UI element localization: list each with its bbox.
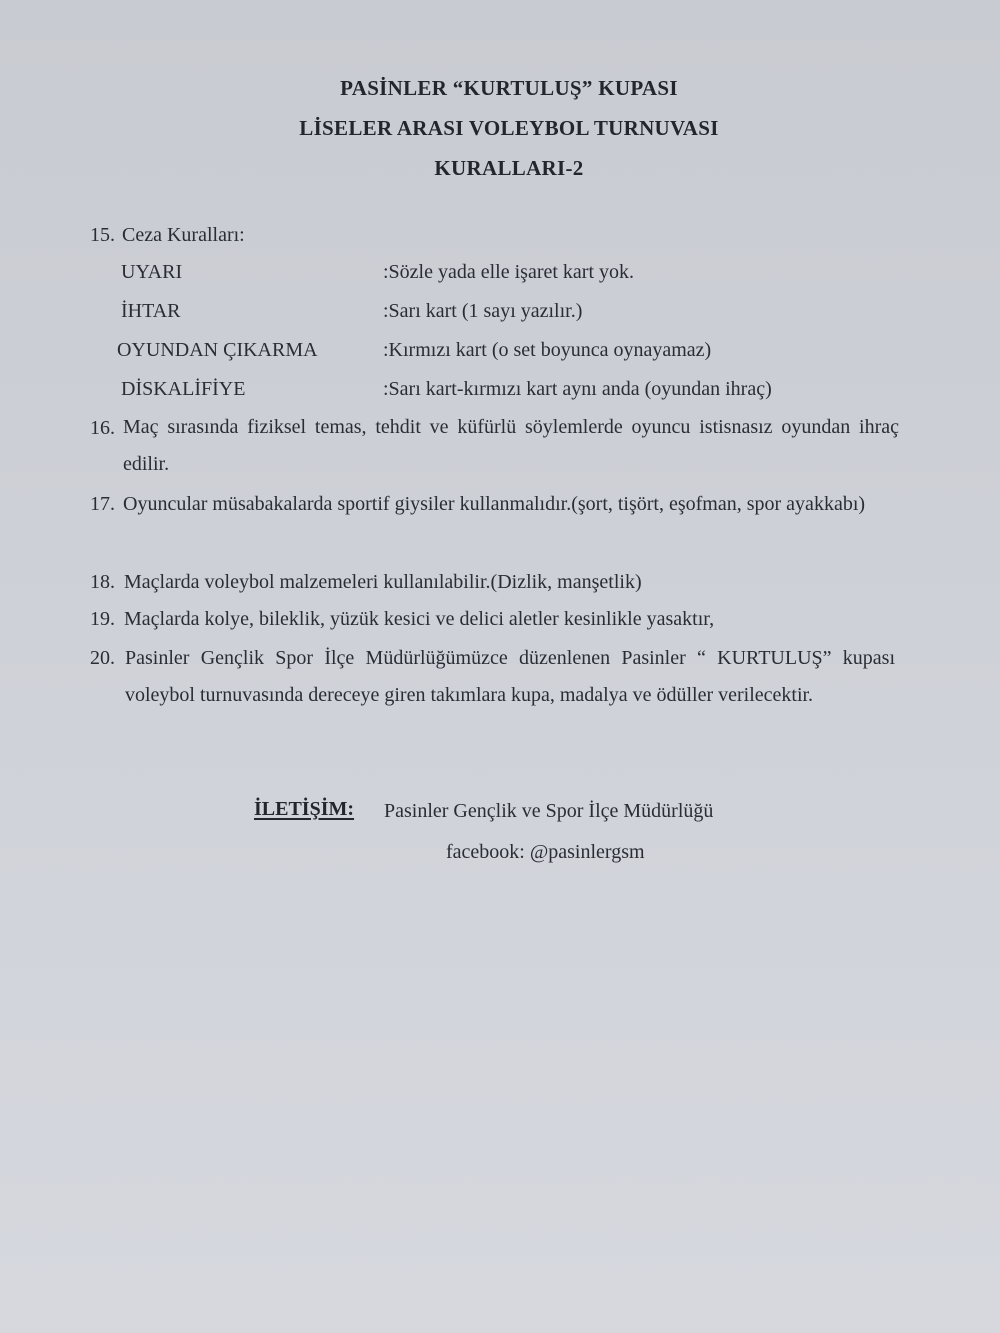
rule-text: Maçlarda voleybol malzemeleri kullanılabilir.(Dizlik, manşetlik) [124,571,642,593]
penalty-description: :Sözle yada elle işaret kart yok. [383,261,635,283]
penalty-name: OYUNDAN ÇIKARMA [117,339,318,361]
penalty-name: DİSKALİFİYE [121,378,246,400]
rule-number: 16. [90,417,115,439]
rule-number: 18. [90,571,115,593]
rule-number: 17. [90,493,115,515]
contact-organization: Pasinler Gençlik ve Spor İlçe Müdürlüğü [384,800,714,822]
document-title-line-2: LİSELER ARASI VOLEYBOL TURNUVASI [299,116,719,140]
document-title-line-1: PASİNLER “KURTULUŞ” KUPASI [340,76,678,100]
rule-text: Pasinler Gençlik Spor İlçe Müdürlüğümüzce düzenlenen Pasinler “ KURTULUŞ” kupası voleybol turnuvasında dereceye giren takımlara kupa, madalya ve ödüller verilecektir. [125,647,895,706]
rule-15-title: Ceza Kuralları: [122,224,245,246]
rule-number: 19. [90,608,115,630]
penalty-description: :Sarı kart (1 sayı yazılır.) [383,300,583,322]
contact-label: İLETİŞİM: [254,798,355,820]
rule-text: Maç sırasında fiziksel temas, tehdit ve küfürlü söylemlerde oyuncu istisnasız oyundan ihraç edilir. [123,416,899,475]
rule-text: Maçlarda kolye, bileklik, yüzük kesici ve delici aletler kesinlikle yasaktır, [124,608,715,630]
rule-text: Oyuncular müsabakalarda sportif giysiler kullanmalıdır.(şort, tişört, eşofman, spor ayakkabı) [123,493,866,515]
rule-number: 15. [90,224,115,246]
penalty-description: :Kırmızı kart (o set boyunca oynayamaz) [383,339,712,361]
penalty-name: UYARI [121,261,183,283]
rule-number: 20. [90,647,115,669]
penalty-name: İHTAR [121,300,181,322]
penalty-description: :Sarı kart-kırmızı kart aynı anda (oyundan ihraç) [383,378,772,400]
contact-facebook: facebook: @pasinlergsm [446,841,645,863]
document-title-line-3: KURALLARI-2 [434,156,584,180]
